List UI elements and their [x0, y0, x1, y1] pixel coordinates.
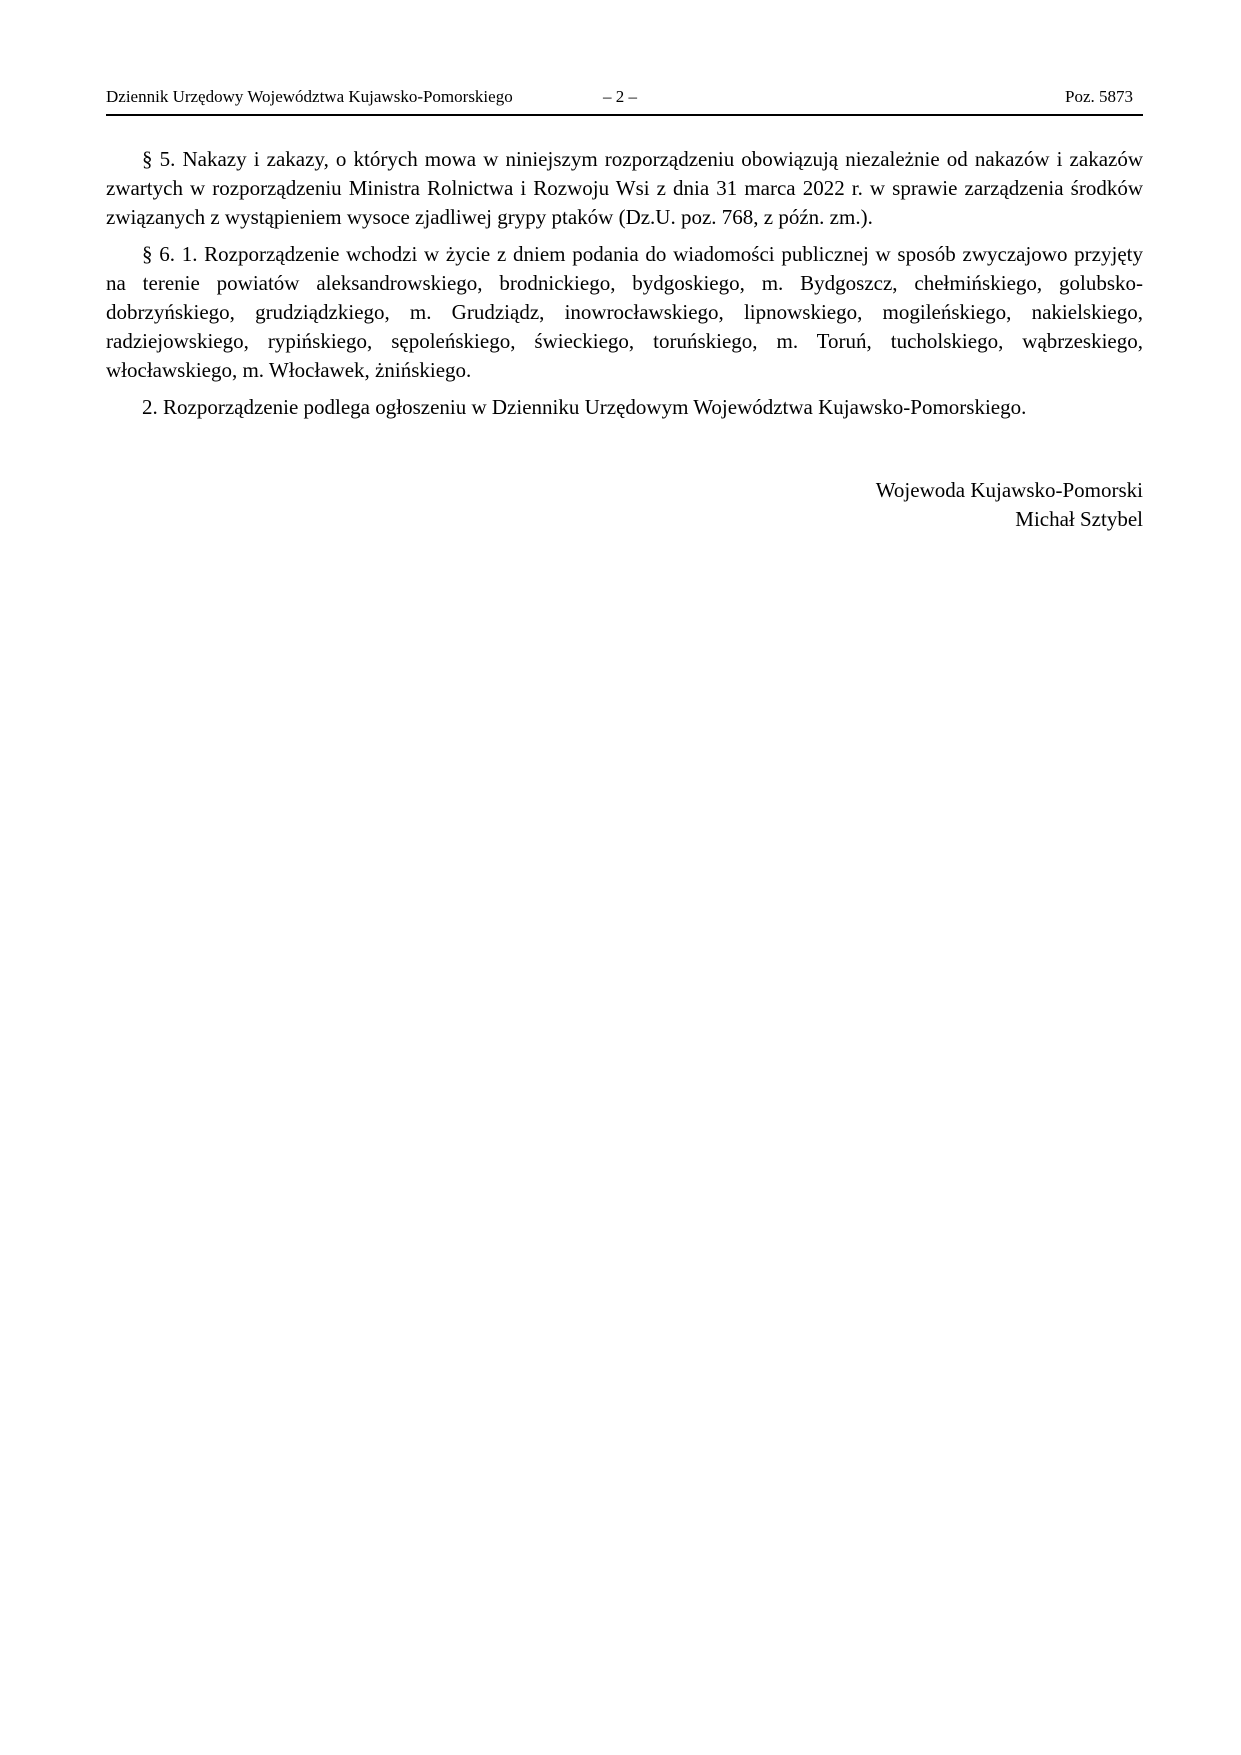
- position-number: Poz. 5873: [1065, 87, 1133, 106]
- page-number: – 2 –: [603, 87, 637, 106]
- signatory-title: Wojewoda Kujawsko-Pomorski: [875, 478, 1143, 502]
- document-body: [106, 145, 1143, 430]
- signatory-name: Michał Sztybel: [1015, 507, 1143, 531]
- paragraph-section-5: § 5. Nakazy i zakazy, o których mowa w niniejszym rozporządzeniu obowiązują niezależnie od nakazów i zakazów zwartych w rozporządzeniu Ministra Rolnictwa i Rozwoju Wsi z dnia 31 marca 2022 r. w sprawie zarządzenia środków związanych z wystąpieniem wysoce zjadliwej grypy ptaków (Dz.U. poz. 768, z późn. zm.).: [106, 147, 1143, 229]
- journal-title: Dziennik Urzędowy Województwa Kujawsko-Pomorskiego: [106, 87, 513, 106]
- paragraph-section-6-1: § 6. 1. Rozporządzenie wchodzi w życie z dniem podania do wiadomości publicznej w sposób zwyczajowo przyjęty na terenie powiatów aleksandrowskiego, brodnickiego, bydgoskiego, m. Bydgoszcz, chełmińskiego, golubsko-dobrzyńskiego, grudziądzkiego, m. Grudziądz, inowrocławskiego, lipnowskiego, mogileńskiego, nakielskiego, radziejowskiego, rypińskiego, sępoleńskiego, świeckiego, toruńskiego, m. Toruń, tucholskiego, wąbrzeskiego, włocławskiego, m. Włocławek, żnińskiego.: [106, 242, 1143, 382]
- paragraph-section-6-2: 2. Rozporządzenie podlega ogłoszeniu w Dzienniku Urzędowym Województwa Kujawsko-Pomorskiego.: [142, 395, 1027, 419]
- signature-block: [876, 476, 1143, 534]
- page-header: [106, 84, 1143, 116]
